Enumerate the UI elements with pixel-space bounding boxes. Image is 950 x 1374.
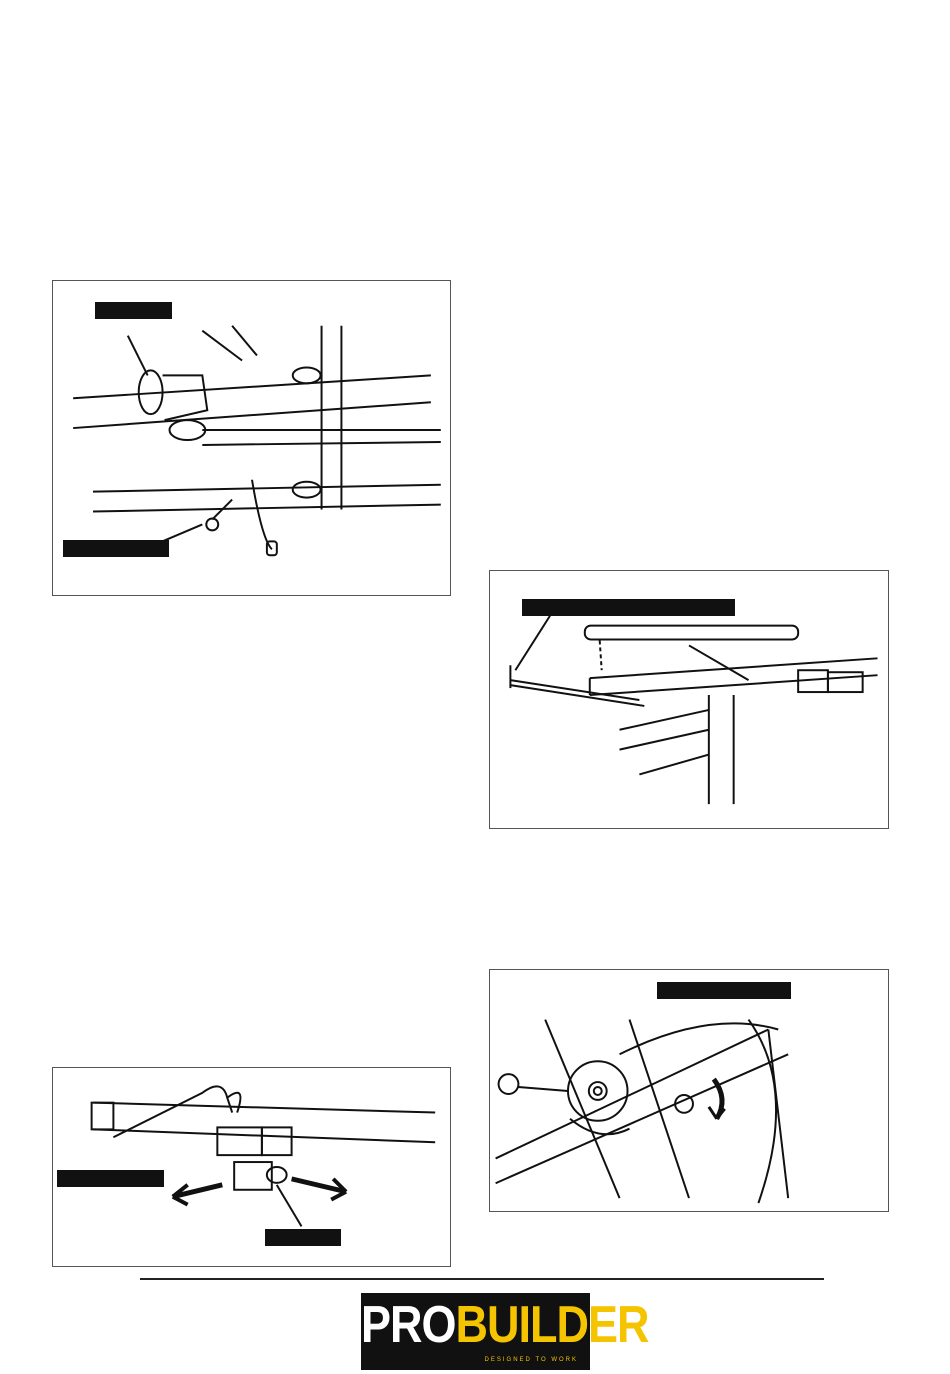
- callout-label-bottom-right: [265, 1229, 341, 1246]
- footer-divider: [140, 1278, 824, 1280]
- figure-lock-clamp: [52, 1067, 451, 1267]
- brand-logo: [361, 1293, 649, 1370]
- callout-label-bottom: [63, 540, 169, 557]
- callout-label-wheel: [657, 982, 791, 999]
- brand-wordmark-pro: PRO: [361, 1295, 456, 1354]
- handwheel-tilt-illustration-icon: [490, 970, 888, 1211]
- brand-wordmark-builder: BUILDER: [455, 1295, 649, 1354]
- figure-rail-rod: [489, 570, 889, 829]
- figure-axle-spring: [52, 280, 451, 596]
- figure-handwheel: [489, 969, 889, 1212]
- callout-label-top: [95, 302, 172, 319]
- brand-wordmark: [361, 1295, 649, 1355]
- callout-label-rod: [522, 599, 735, 616]
- callout-label-left: [57, 1170, 164, 1187]
- brand-tagline: DESIGNED TO WORK: [484, 1357, 578, 1363]
- lock-clamp-slide-illustration-icon: [53, 1068, 450, 1266]
